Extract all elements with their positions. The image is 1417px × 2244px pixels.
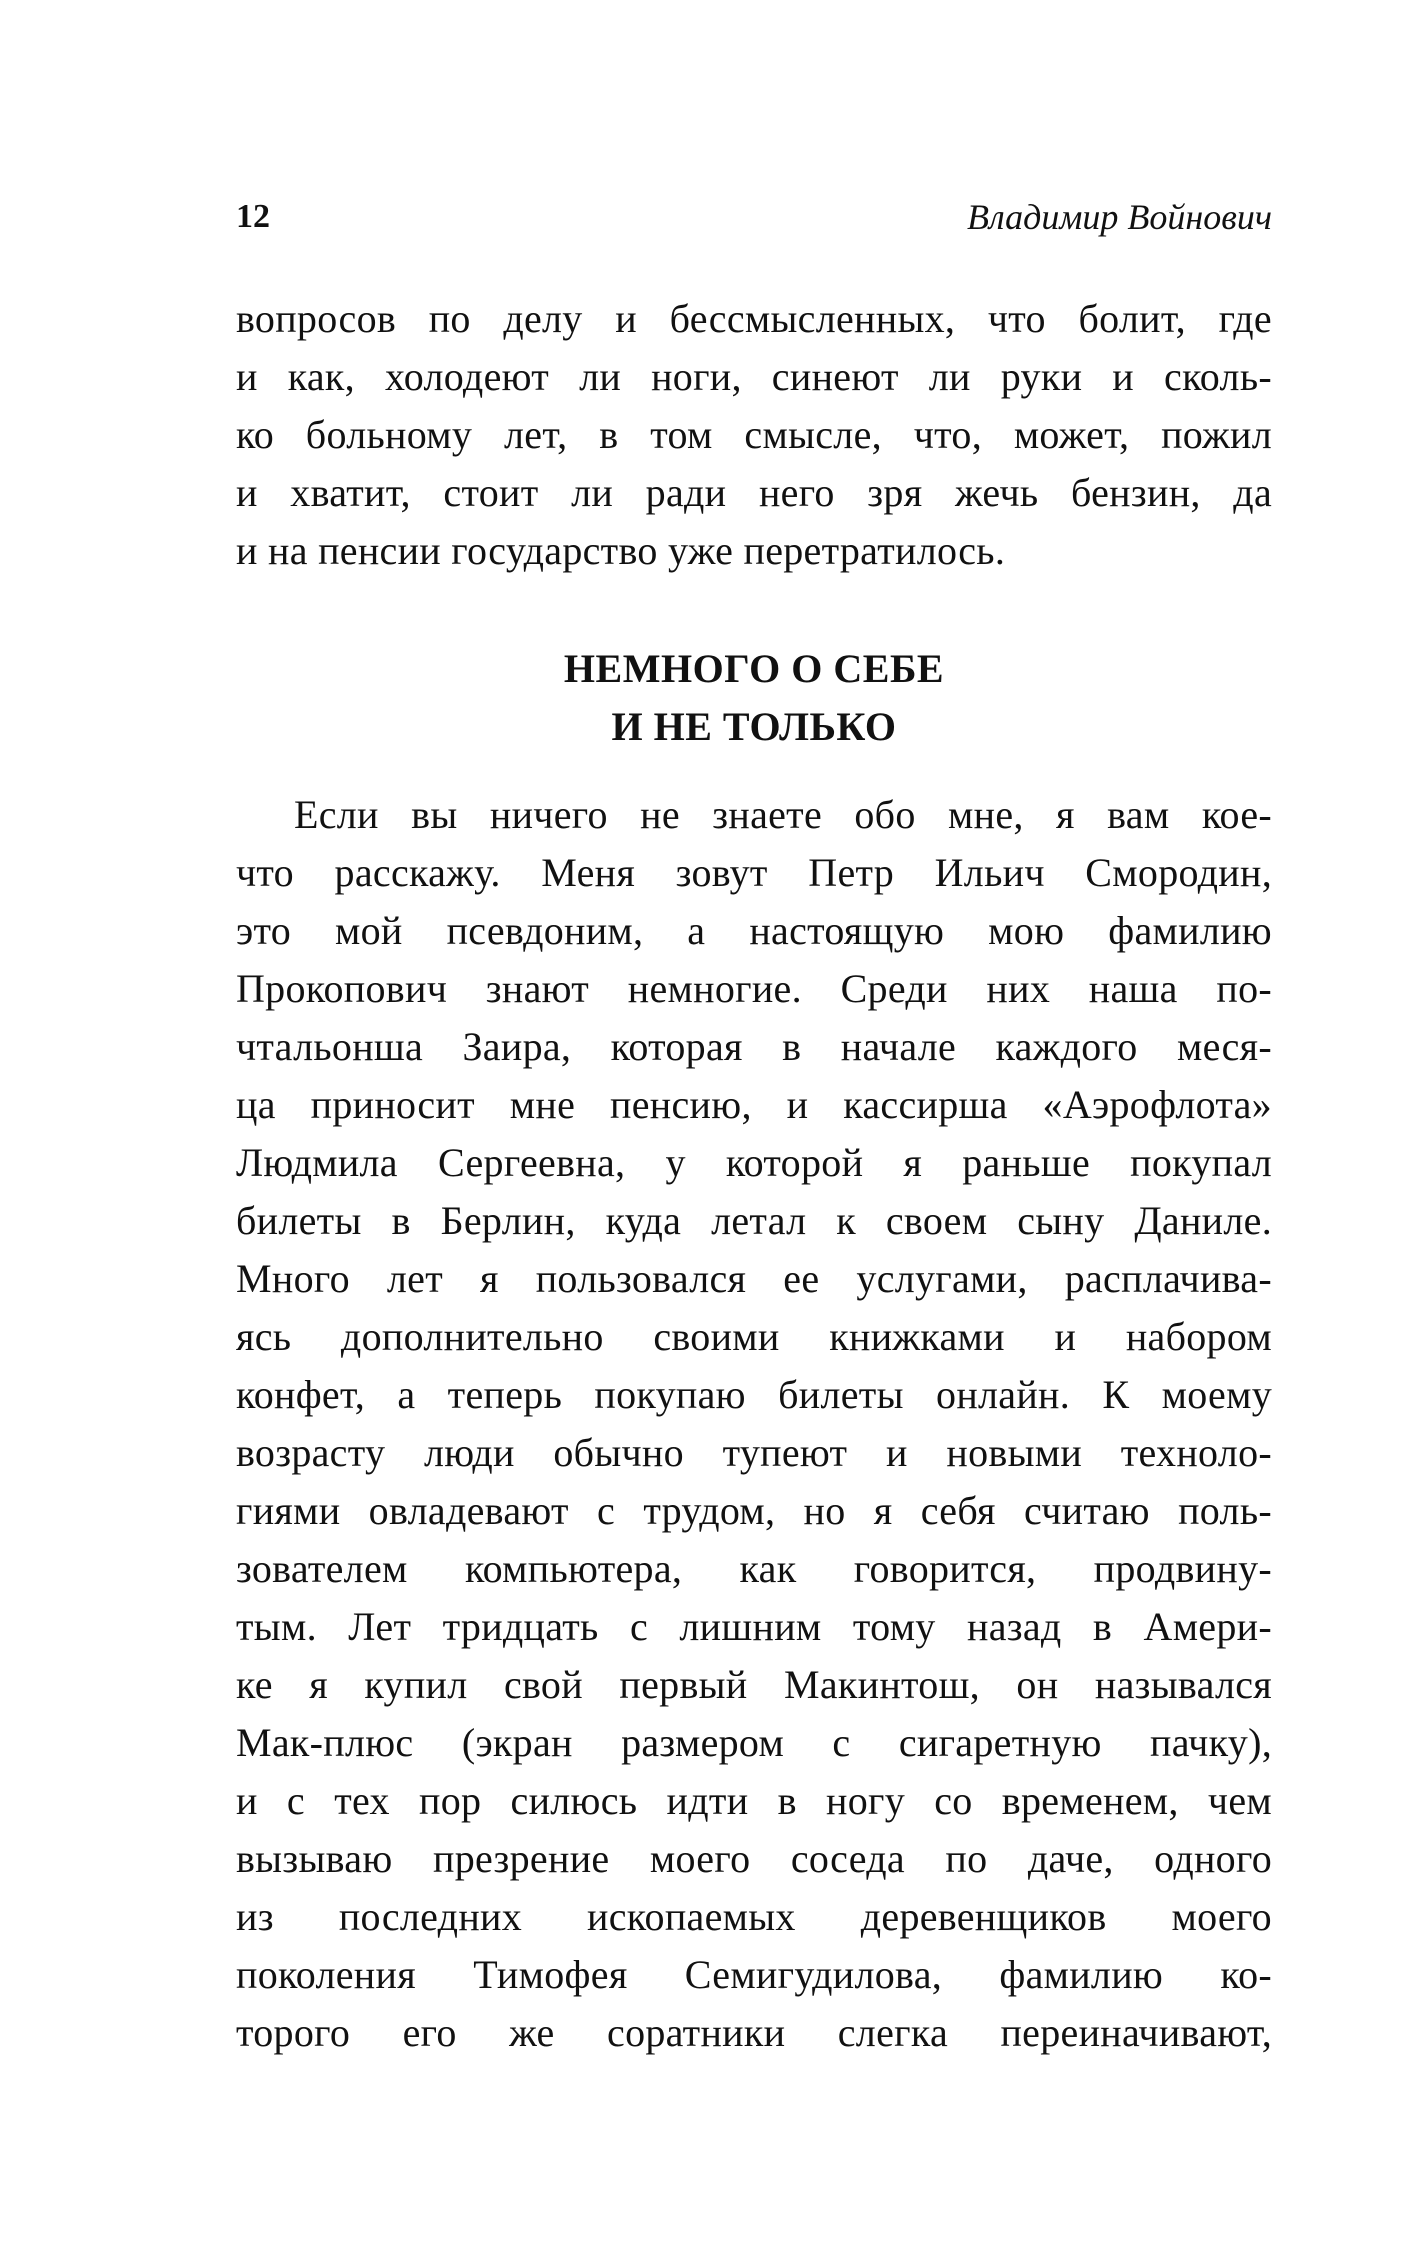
text-line: вопросов по делу и бессмысленных, что болит, где <box>236 296 1272 341</box>
text-line: зователем компьютера, как говорится, продвину- <box>236 1546 1272 1591</box>
text-line: ке я купил свой первый Макинтош, он назывался <box>236 1662 1272 1707</box>
text-line: Если вы ничего не знаете обо мне, я вам кое- <box>294 792 1272 837</box>
text-line: возрасту люди обычно тупеют и новыми техноло- <box>236 1430 1272 1475</box>
text-line: Людмила Сергеевна, у которой я раньше покупал <box>236 1140 1272 1185</box>
intro-paragraph <box>236 290 1272 580</box>
text-line: Мак-плюс (экран размером с сигаретную пачку), <box>236 1720 1272 1765</box>
text-line: и с тех пор силюсь идти в ногу со временем, чем <box>236 1778 1272 1823</box>
text-line: Прокопович знают немногие. Среди них наша по- <box>236 966 1272 1011</box>
text-line: из последних ископаемых деревенщиков моего <box>236 1894 1272 1939</box>
body-paragraph <box>236 786 1272 2062</box>
text-line: и как, холодеют ли ноги, синеют ли руки и сколь- <box>236 354 1272 399</box>
section-heading <box>236 640 1272 756</box>
running-head <box>236 192 1272 242</box>
text-line: гиями овладевают с трудом, но я себя считаю поль- <box>236 1488 1272 1533</box>
text-line: конфет, а теперь покупаю билеты онлайн. К моему <box>236 1372 1272 1417</box>
text-line: поколения Тимофея Семигудилова, фамилию ко- <box>236 1952 1272 1997</box>
text-line: торого его же соратники слегка переиначивают, <box>236 2010 1272 2055</box>
text-line: ко больному лет, в том смысле, что, может, пожил <box>236 412 1272 457</box>
text-line: что расскажу. Меня зовут Петр Ильич Смородин, <box>236 850 1272 895</box>
text-line: ясь дополнительно своими книжками и набором <box>236 1314 1272 1359</box>
text-line: ца приносит мне пенсию, и кассирша «Аэрофлота» <box>236 1082 1272 1127</box>
text-line: вызываю презрение моего соседа по даче, одного <box>236 1836 1272 1881</box>
text-line: это мой псевдоним, а настоящую мою фамилию <box>236 908 1272 953</box>
text-line: чтальонша Заира, которая в начале каждого меся- <box>236 1024 1272 1069</box>
text-line: тым. Лет тридцать с лишним тому назад в Амери- <box>236 1604 1272 1649</box>
section-heading-line: НЕМНОГО О СЕБЕ <box>563 646 945 691</box>
text-line: Много лет я пользовался ее услугами, расплачива- <box>236 1256 1272 1301</box>
text-line: и хватит, стоит ли ради него зря жечь бензин, да <box>236 470 1272 515</box>
running-title: Владимир Войнович <box>967 197 1272 237</box>
text-line: билеты в Берлин, куда летал к своем сыну Даниле. <box>236 1198 1272 1243</box>
section-heading-line: И НЕ ТОЛЬКО <box>611 704 897 749</box>
text-line: и на пенсии государство уже перетратилось. <box>236 528 1006 573</box>
page-number: 12 <box>236 198 270 235</box>
